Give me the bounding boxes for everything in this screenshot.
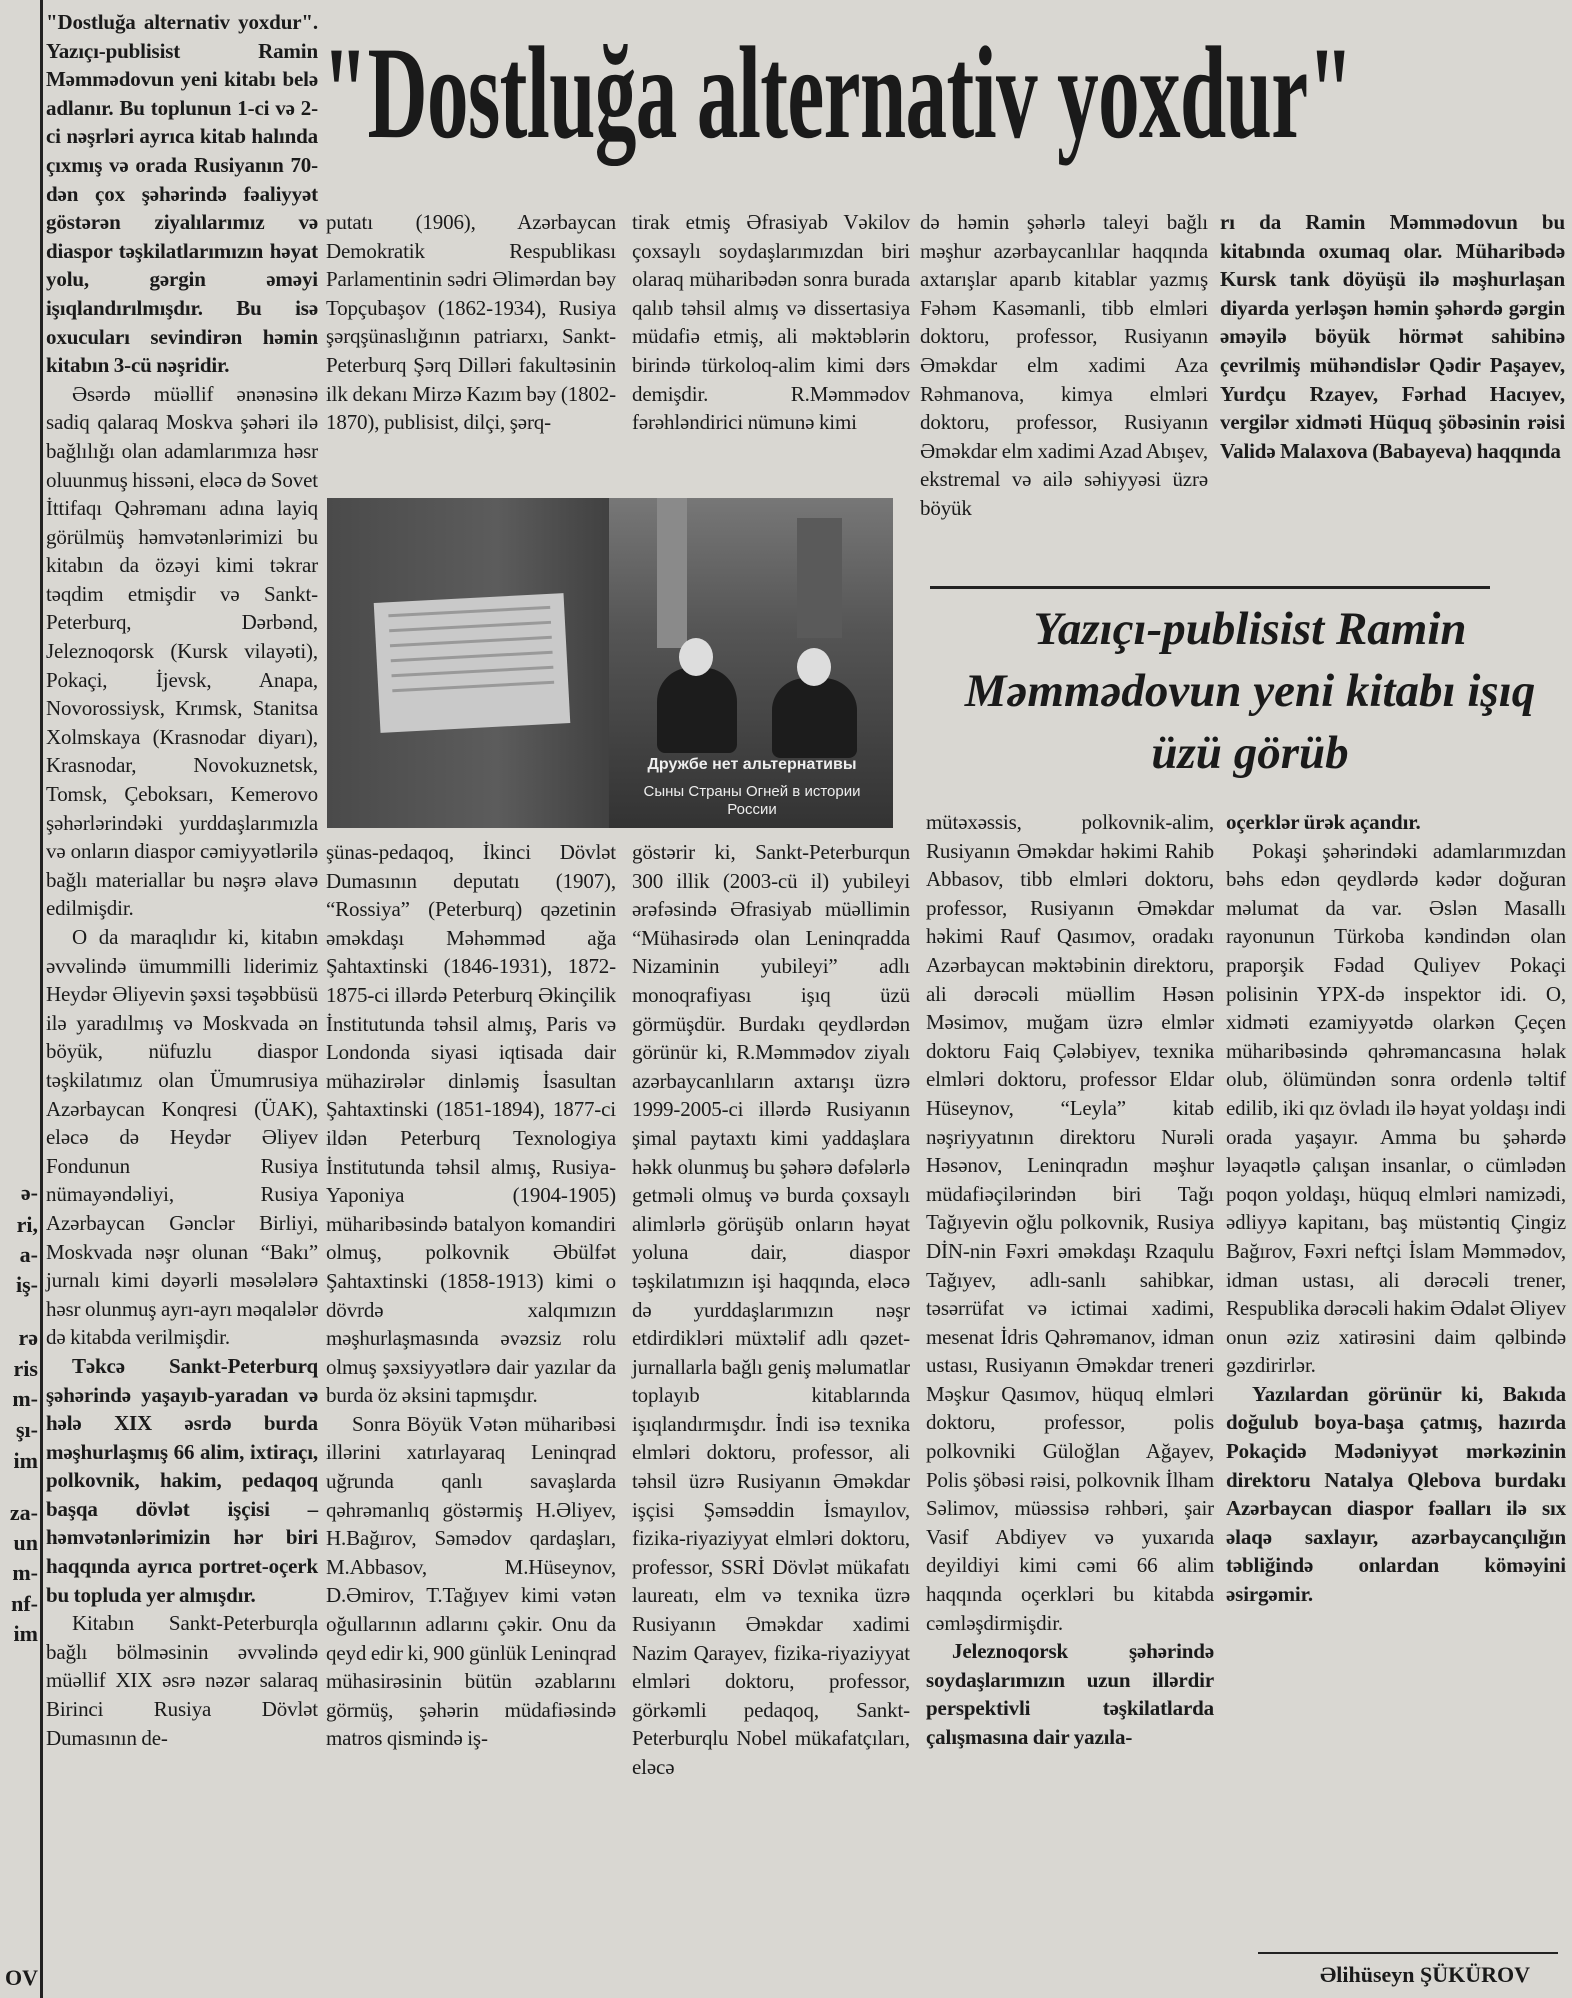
paragraph: "Dostluğa alternativ yoxdur". Yazıçı-publisist Ramin Məmmədovun yeni kitabı belə adlanır. Bu toplunun 1-ci və 2-ci nəşrləri ayrıca kitab halında çıxmış və orada Rusiyanın 70-dən çox şəhərində fəaliyyət göstərən ziyalılarımız və diaspor təşkilatlarımızın həyat yolu, gərgin əməyi işıqlandırılmışdır. Bu isə oxucuları sevindirən həmin kitabın 3-cü nəşridir. [46,10,318,378]
column-2-bottom [326,838,616,1753]
text-fragment: OV [5,1965,38,1990]
book-cover-photo [327,498,893,828]
text-fragment: iş- [16,1272,38,1297]
text-fragment: rə [18,1325,38,1350]
paragraph: Sonra Böyük Vətən müharibəsi illərini xatırlayaraq Leninqrad uğrunda qanlı savaşlarda qəhrəmanlıq göstərmiş H.Əliyev, H.Bağırov, Səmədov qardaşları, M.Abbasov, M.Hüseynov, D.Əmirov, T.Tağıyev kimi vətən oğullarının adlarını çəkir. Onu da qeyd edir ki, 900 günlük Leninqrad mühasirəsinin bütün əzablarını görmüş, şəhərin müdafiəsində matros qismində iş- [326,1411,616,1751]
kremlin-tower-image [797,518,842,638]
column-divider [40,0,43,1998]
headline [322,18,1572,198]
paragraph: O da maraqlıdır ki, kitabın əvvəlində ümummilli liderimiz Heydər Əliyevin şəxsi təşəbbüsü ilə yaradılmış və Moskvada ən böyük, nüfuzlu diaspor təşkilatımız olan Ümumrusiya Azərbaycan Konqresi (ÜAK), eləcə də Heydər Əliyev Fondunun Rusiya nümayəndəliyi, Rusiya Azərbaycan Gənclər Birliyi, Moskvada nəşr olunan “Bakı” jurnalı kimi dəyərli məsələlərə həsr olunmuş ayrı-ayrı məqalələr də kitabda verilmişdir. [46,925,318,1350]
signature-rule [1258,1952,1558,1954]
text-fragment: şı- [16,1417,38,1442]
text-fragment: im [13,1621,38,1646]
paragraph: oçerklər ürək açandır. [1226,810,1421,834]
cover-title: Дружбе нет альтернативы [647,756,857,773]
text-fragment: nf- [11,1591,38,1616]
paragraph: Əsərdə müəllif ənənəsinə sadiq qalaraq Moskva şəhəri ilə bağlılığı olan adamlarımıza həsr oluunmuş hissəni, eləcə də Sovet İttifaqı Qəhrəmanı adına layiq görülmüş həmvətənlərimizi bu kitabın da özəyi kimi təkrar təqdim etmişdir və Sankt-Peterburq, Dərbənd, Jeleznoqorsk (Kursk vilayəti), Pokaçi, İjevsk, Anapa, Novorossiysk, Krımsk, Stanitsa Xolmskaya (Krasnodar diyarı), Krasnodar, Novokuznetsk, Tomsk, Çeboksarı, Kemerovo şəhərlərindəki yurddaşlarımızla və onların diaspor cəmiyyətlərilə bağlı materiallar bu nəşrə əlavə edilmişdir. [46,381,318,921]
column-3-bottom [632,838,910,1782]
text-fragment: un [13,1530,38,1555]
paragraph: Təkcə Sankt-Peterburq şəhərində yaşayıb-yaradan və hələ XIX əsrdə burda məşhurlaşmış 66 alim, ixtiraçı, polkovnik, hakim, pedaqoq başqa dövlət işçisi – həmvətənlərimizin hər biri haqqında ayrıca portret-oçerk bu topluda yer almışdır. [46,1353,318,1607]
author-signature: Əlihüseyn ŞÜKÜROV [1320,1962,1531,1987]
paragraph: şünas-pedaqoq, İkinci Dövlət Dumasının deputatı (1907), “Rossiya” (Peterburq) qəzetinin əməkdaşı Məhəmməd ağa Şahtaxtinski (1846-1931), 1872-1875-ci illərdə Peterburq Əkinçilik İnstitutunda təhsil almış, Paris və Londonda siyasi iqtisada dair mühazirələr dinləmiş İsasultan Şahtaxtinski (1851-1894), 1877-ci ildən Peterburq Texnologiya İnstitutunda təhsil almış, Rusiya-Yaponiya (1904-1905) müharibəsində batalyon komandiri olmuş, polkovnik Əbülfət Şahtaxtinski (1858-1913) kimi o dövrdə xalqımızın məşhurlaşmasında əvəzsiz rolu olmuş şəxsiyyətlərə dair yazılar da burda öz əksini tapmışdır. [326,840,616,1408]
paragraph: rı da Ramin Məmmədovun bu kitabında oxumaq olar. Müharibədə Kursk tank döyüşü ilə məşhurlaşan diyarda yerləşən həmin şəhərdə gərgin əməyilə böyük hörmət sahibinə çevrilmiş mühəndislər Qədir Paşayev, Yurdçu Rzayev, Fərhad Hacıyev, vergilər xidməti Hüquq şöbəsinin rəisi Validə Malaxova (Babayeva) haqqında [1220,210,1565,463]
text-fragment: a- [19,1242,38,1267]
paragraph: göstərir ki, Sankt-Peterburqun 300 illik (2003-cü il) yubileyi ərəfəsində Əfrasiyab müəllimin “Mühasirədə olan Leninqradda Nizaminin yubileyi” adlı monoqrafiyası işıq üzü görmüşdür. Burdakı qeydlərdən görünür ki, R.Məmmədov ziyalı azərbaycanlıların axtarışı üzrə 1999-2005-ci illərdə Rusiyanın şimal paytaxtı kimi yaddaşlara həkk olunmuş bu şəhərə dəfələrlə getməli olmuş və burda çoxsaylı alimlərlə görüşüb onların həyat yoluna dair, diaspor təşkilatımızın işi haqqında, eləcə də yurddaşlarımızın nəşr etdirdikləri müxtəlif adlı qəzet-jurnallarla bağlı geniş məlumatlar toplayıb kitablarında işıqlandırmışdır. İndi isə texnika elmləri doktoru, professor, ali təhsil üzrə Rusiyanın Əməkdar işçisi Şəmsəddin İsmayılov, fizika-riyaziyyat elmləri doktoru, professor, SSRİ Dövlət mükafatı laureatı, elm və texnika üzrə Rusiyanın Əməkdar xadimi Nazim Qarayev, fizika-riyaziyyat elmləri doktoru, professor, görkəmli pedaqoq, Sankt-Peterburqlu Nobel mükafatçıları, eləcə [632,840,910,1779]
tower-image [657,498,687,648]
column-4-bottom [926,808,1214,1752]
paragraph: Pokaşi şəhərindəki adamlarımızdan bəhs edən qeydlərdə kədər doğuran məlumat da var. Əslən Masallı rayonunun Türkoba kəndindən olan praporşik Fədad Quliyev Pokaçi polisinin YPX-də inspektor idi. O, xidməti ezamiyyətdə olarkən Çeçen müharibəsində qəhrəmancasına həlak olub, ölümündən sonra ordenlə təltif edilib, iki qız övladı ilə həyat yoldaşı indi orada yaşayır. Amma bu şəhərdə ləyaqətlə çalışan insanlar, o cümlədən poqon yoldaşı, hüquq elmləri namizədi, ədliyyə kapitanı, baş müstəntiq Çingiz Bağırov, Fəxri neftçi İslam Məmmədov, idman ustası, ali dərəcəli trener, Respublika dərəcəli hakim Ədalət Əliyev onun əziz xatirəsini daim qəlbində gəzdirirlər. [1226,838,1566,1378]
adjacent-article-fragment [0,0,38,1998]
paragraph: Jeleznoqorsk şəhərində soydaşlarımızın uzun illərdir perspektivli təşkilatlarda çalışmasına dair yazıla- [926,1639,1214,1749]
text-fragment: za- [9,1500,38,1525]
paragraph: tirak etmiş Əfrasiyab Vəkilov çoxsaylı soydaşlarımızdan biri olaraq müharibədən sonra burada qalıb təhsil almış və dissertasiya müdafiə etmiş, ali məktəblərin birində türkoloq-alim kimi dərs demişdir. R.Məmmədov fərəhləndirici nümunə kimi [632,210,910,435]
headline-text: "Dostluğa alternativ yoxdur" [322,19,1354,166]
column-1 [46,8,318,1752]
column-3-top [632,208,910,437]
text-fragment: ris [13,1356,38,1381]
paragraph: mütəxəssis, polkovnik-alim, Rusiyanın Əməkdar həkimi Rahib Abbasov, tibb elmləri doktoru, professor, Rusiyanın Əməkdar həkimi Rauf Qasımov, oradakı Azərbaycan məktəbinin direktoru, ali dərəcəli müəllim Həsən Məsimov, muğam üzrə elmlər doktoru Faiq Çələbiyev, texnika elmləri doktoru, professor Eldar Hüseynov, “Leyla” kitab nəşriyyatının direktoru Nurəli Həsənov, Leninqradın məşhur müdafiəçilərindən biri Tağı Tağıyevin oğlu polkovnik, Rusiya DİN-nin Fəxri əməkdaşı Rzaqulu Tağıyev, adlı-sanlı sahibkar, təsərrüfat və ictimai xadimi, mesenat İdris Qəhrəmanov, idman ustası, Rusiyanın Əməkdar treneri Məşkur Qasımov, hüquq elmləri doktoru, professor, polis polkovniki Güloğlan Ağayev, Polis şöbəsi rəisi, polkovnik İlham Səlimov, müəssisə rəhbəri, şair Vasif Abdiyev və yuxarıda deyildiyi kimi cəmi 66 alim haqqında oçerkləri bu kitabda cəmləşdirmişdir. [926,810,1214,1635]
column-2-top [326,208,616,437]
text-fragment: ri, [16,1212,38,1237]
person-left-image [657,668,737,753]
person-left-head [679,638,713,676]
section-divider [930,586,1490,589]
book-cover [609,498,893,828]
subheadline: Yazıçı-publisist Ramin Məmmədovun yeni kitabı işıq üzü görüb [964,603,1536,779]
paragraph: putatı (1906), Azərbaycan Demokratik Respublikası Parlamentinin sədri Əlimərdan bəy Topçubaşov (1862-1934), Rusiya şərqşünaslığının patriarxı, Sankt-Peterburq Şərq Dilləri fakultəsinin ilk dekanı Mirzə Kazım bəy (1802-1870), publisist, dilçi, şərq- [326,210,616,435]
paragraph: Yazılardan görünür ki, Bakıda doğulub boya-başa çatmış, hazırda Pokaçidə Mədəniyyət mərkəzinin direktoru Natalya Qlebova burdakı Azərbaycan diaspor fəalları ilə sıx əlaqə saxlayır, azərbaycançılığın təbliğində onlardan köməyini əsirgəmir. [1226,1381,1566,1607]
person-right-image [772,678,857,758]
text-fragment: ə- [20,1180,38,1205]
cover-subtitle: Сыны Страны Огней в истории России [643,783,861,818]
column-4-top [920,208,1208,523]
person-right-head [797,648,831,686]
column-5-bottom [1226,808,1566,1609]
paragraph: də həmin şəhərlə taleyi bağlı məşhur azərbaycanlılar haqqında axtarışlar aparıb kitablar yazmış Fəhəm Kasəmanli, tibb elmləri doktoru, professor, Rusiyanın Əməkdar elm xadimi Aza Rəhmanova, kimya elmləri doktoru, professor, Rusiyanın Əməkdar elm xadimi Azad Abışev, ekstremal və ailə səhiyyəsi üzrə böyük [920,210,1208,520]
paragraph: Kitabın Sankt-Peterburqla bağlı bölməsinin əvvəlində müəllif XIX əsrə nəzər salaraq Birinci Rusiya Dövlət Dumasının de- [46,1611,318,1750]
column-5-top [1220,208,1565,465]
text-fragment: im [13,1448,38,1473]
text-fragment: m- [12,1560,38,1585]
text-fragment: m- [12,1386,38,1411]
framed-document-image [374,593,571,733]
